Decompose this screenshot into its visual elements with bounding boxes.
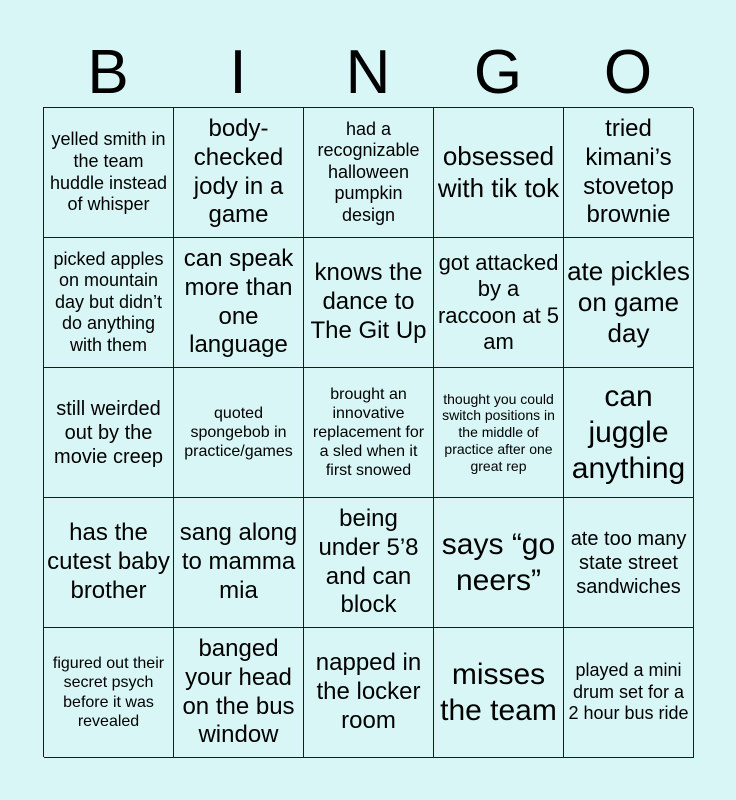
bingo-cell[interactable]: can speak more than one language xyxy=(174,238,304,368)
bingo-header xyxy=(43,38,693,108)
bingo-cell[interactable]: thought you could switch positions in the middle of practice after one great rep xyxy=(434,368,564,498)
bingo-cell[interactable]: still weirded out by the movie creep xyxy=(44,368,174,498)
bingo-cell[interactable]: brought an innovative replacement for a sled when it first snowed xyxy=(304,368,434,498)
bingo-cell[interactable]: tried kimani’s stovetop brownie xyxy=(564,108,694,238)
bingo-cell[interactable]: played a mini drum set for a 2 hour bus ride xyxy=(564,628,694,758)
bingo-cell[interactable]: banged your head on the bus window xyxy=(174,628,304,758)
bingo-cell[interactable]: says “go neers” xyxy=(434,498,564,628)
bingo-grid xyxy=(43,107,693,757)
bingo-cell[interactable]: knows the dance to The Git Up xyxy=(304,238,434,368)
bingo-cell[interactable]: had a recognizable halloween pumpkin design xyxy=(304,108,434,238)
bingo-cell[interactable]: ate too many state street sandwiches xyxy=(564,498,694,628)
bingo-cell[interactable]: yelled smith in the team huddle instead of whisper xyxy=(44,108,174,238)
bingo-cell[interactable]: being under 5’8 and can block xyxy=(304,498,434,628)
header-letter-i: I xyxy=(229,38,247,107)
bingo-cell[interactable]: figured out their secret psych before it was revealed xyxy=(44,628,174,758)
header-letter-g: G xyxy=(473,38,523,107)
bingo-cell[interactable]: has the cutest baby brother xyxy=(44,498,174,628)
header-letter-o: O xyxy=(603,38,653,107)
bingo-cell[interactable]: misses the team xyxy=(434,628,564,758)
bingo-cell[interactable]: got attacked by a raccoon at 5 am xyxy=(434,238,564,368)
bingo-cell[interactable]: obsessed with tik tok xyxy=(434,108,564,238)
bingo-cell[interactable]: sang along to mamma mia xyxy=(174,498,304,628)
bingo-cell[interactable]: napped in the locker room xyxy=(304,628,434,758)
bingo-cell[interactable]: picked apples on mountain day but didn’t do anything with them xyxy=(44,238,174,368)
bingo-cell[interactable]: can juggle anything xyxy=(564,368,694,498)
header-letter-b: B xyxy=(87,38,129,107)
bingo-cell[interactable]: body-checked jody in a game xyxy=(174,108,304,238)
header-letter-n: N xyxy=(345,38,391,107)
bingo-cell[interactable]: ate pickles on game day xyxy=(564,238,694,368)
bingo-cell[interactable]: quoted spongebob in practice/games xyxy=(174,368,304,498)
